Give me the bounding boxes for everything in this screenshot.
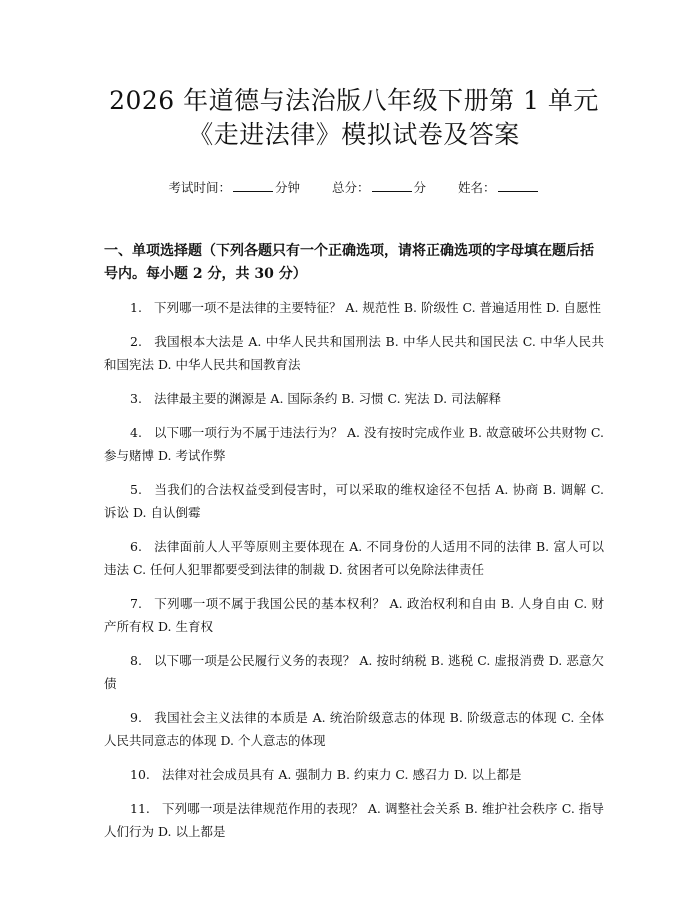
question-number: 9. bbox=[130, 710, 142, 725]
question-number: 5. bbox=[130, 482, 142, 497]
score-label: 总分： bbox=[331, 180, 370, 195]
question-number: 11. bbox=[130, 801, 150, 816]
question-item bbox=[104, 649, 604, 695]
section-heading: 一、单项选择题（下列各题只有一个正确选项，请将正确选项的字母填在题后括号内。每小题 2 分，共 30 分） bbox=[104, 243, 594, 282]
question-item bbox=[104, 296, 604, 319]
question-item bbox=[104, 330, 604, 376]
question-text: 下列哪一项是法律规范作用的表现？ A. 调整社会关系 B. 维护社会秩序 C. 指导人们行为 D. 以上都是 bbox=[104, 801, 604, 839]
question-text: 以下哪一项是公民履行义务的表现？ A. 按时纳税 B. 逃税 C. 虚报消费 D. 恶意欠债 bbox=[104, 653, 604, 691]
question-list bbox=[104, 296, 604, 843]
score-blank bbox=[372, 179, 412, 192]
question-text: 法律对社会成员具有 A. 强制力 B. 约束力 C. 感召力 D. 以上都是 bbox=[161, 767, 522, 782]
student-name bbox=[458, 180, 540, 195]
name-label: 姓名： bbox=[458, 180, 496, 195]
question-number: 3. bbox=[130, 391, 142, 406]
question-text: 法律最主要的渊源是 A. 国际条约 B. 习惯 C. 宪法 D. 司法解释 bbox=[153, 391, 502, 406]
total-score bbox=[332, 180, 426, 195]
question-item bbox=[104, 387, 604, 410]
exam-time bbox=[168, 180, 300, 195]
name-blank bbox=[498, 179, 538, 192]
question-number: 4. bbox=[130, 425, 142, 440]
question-text: 下列哪一项不属于我国公民的基本权利？ A. 政治权利和自由 B. 人身自由 C. 财产所有权 D. 生育权 bbox=[104, 596, 604, 634]
question-item bbox=[104, 706, 604, 752]
exam-meta bbox=[104, 178, 604, 198]
question-number: 10. bbox=[130, 767, 150, 782]
question-text: 以下哪一项行为不属于违法行为？ A. 没有按时完成作业 B. 故意破坏公共财物 C. 参与赌博 D. 考试作弊 bbox=[104, 425, 604, 463]
question-number: 6. bbox=[130, 539, 142, 554]
time-unit: 分钟 bbox=[274, 180, 300, 195]
question-item bbox=[104, 797, 604, 843]
question-item bbox=[104, 478, 604, 524]
time-label: 考试时间： bbox=[168, 180, 231, 195]
question-number: 2. bbox=[130, 334, 142, 349]
question-item bbox=[104, 763, 604, 786]
time-blank bbox=[233, 179, 273, 192]
question-text: 我国社会主义法律的本质是 A. 统治阶级意志的体现 B. 阶级意志的体现 C. 全体人民共同意志的体现 D. 个人意志的体现 bbox=[104, 710, 604, 748]
question-number: 8. bbox=[130, 653, 142, 668]
question-text: 我国根本大法是 A. 中华人民共和国刑法 B. 中华人民共和国民法 C. 中华人民共和国宪法 D. 中华人民共和国教育法 bbox=[104, 334, 604, 372]
question-text: 法律面前人人平等原则主要体现在 A. 不同身份的人适用不同的法律 B. 富人可以违法 C. 任何人犯罪都要受到法律的制裁 D. 贫困者可以免除法律责任 bbox=[104, 539, 604, 577]
question-number: 1. bbox=[130, 300, 142, 315]
score-unit: 分 bbox=[413, 180, 427, 195]
question-number: 7. bbox=[130, 596, 142, 611]
question-text: 下列哪一项不是法律的主要特征？ A. 规范性 B. 阶级性 C. 普遍适用性 D. 自愿性 bbox=[153, 300, 602, 315]
title-line-1: 2026 年道德与法治版八年级下册第 1 单元 bbox=[109, 86, 599, 115]
title-line-2: 《走进法律》模拟试卷及答案 bbox=[188, 120, 520, 149]
question-text: 当我们的合法权益受到侵害时，可以采取的维权途径不包括 A. 协商 B. 调解 C. 诉讼 D. 自认倒霉 bbox=[104, 482, 604, 520]
question-item bbox=[104, 592, 604, 638]
page-title bbox=[104, 0, 604, 152]
question-item bbox=[104, 535, 604, 581]
question-item bbox=[104, 421, 604, 467]
